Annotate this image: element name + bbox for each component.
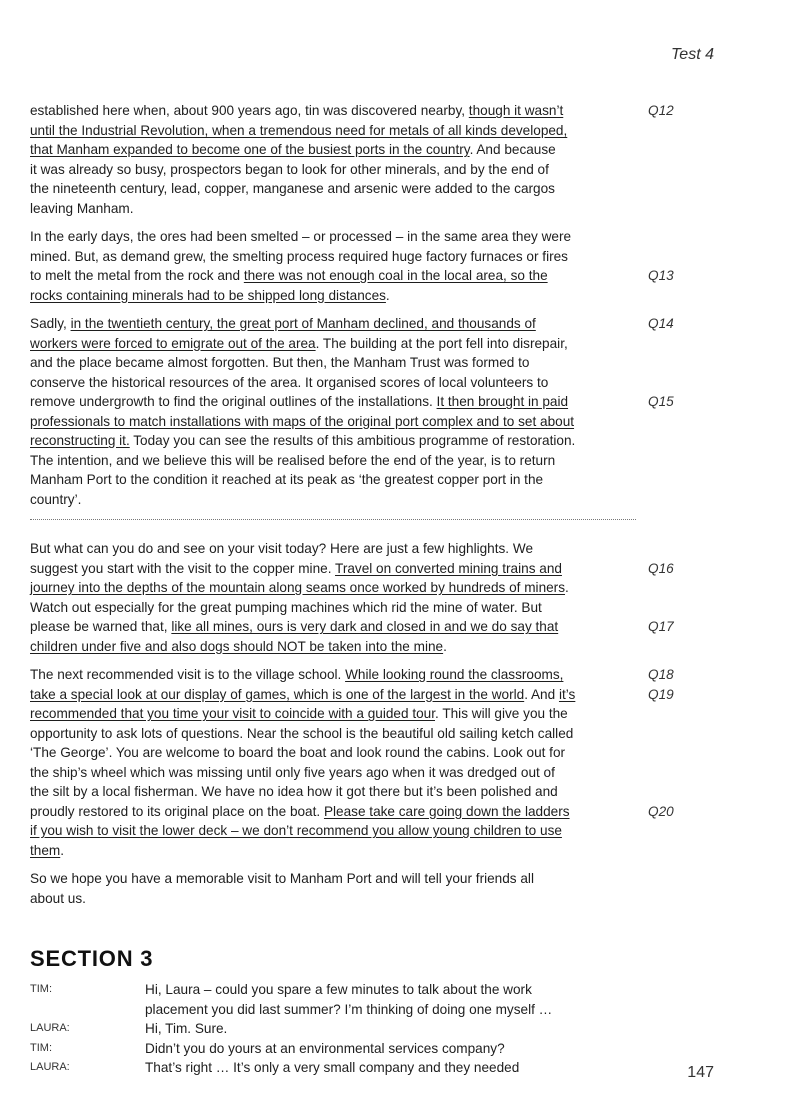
text-line: [30, 598, 720, 618]
underlined-answer-text: it’s: [558, 686, 576, 702]
dialogue-line: [30, 982, 720, 1002]
text-line: [30, 334, 720, 354]
question-number: Q20: [648, 803, 674, 819]
text-run: to melt the metal from the rock and: [30, 268, 244, 283]
speech-text: Hi, Tim. Sure.: [145, 1021, 228, 1036]
transcript-content: [30, 101, 720, 1080]
text-line: [30, 314, 720, 334]
text-run: .: [385, 287, 390, 303]
underlined-answer-text: recommended that you time your visit to coincide with a guided tour: [30, 706, 436, 721]
text-run: Sadly,: [30, 316, 71, 331]
underlined-answer-text: Please take care going down the ladders: [323, 803, 570, 819]
text-line: [30, 763, 720, 783]
text-run: country’.: [30, 491, 82, 507]
question-number: Q16: [648, 560, 674, 576]
text-line: [30, 782, 720, 802]
underlined-answer-text: It then brought in paid: [436, 394, 569, 409]
text-line: [30, 841, 720, 861]
text-line: [30, 802, 720, 822]
underlined-answer-text: While looking round the classrooms,: [345, 667, 564, 682]
text-line: [30, 199, 720, 219]
text-line: [30, 685, 720, 705]
test-label: Test 4: [671, 46, 714, 63]
text-line: [30, 392, 720, 412]
text-run: conserve the historical resources of the area. It organised scores of local volunteers to: [30, 374, 549, 390]
underlined-answer-text: workers were forced to emigrate out of the area: [30, 335, 316, 351]
text-line: [30, 266, 720, 286]
section-3-title: SECTION 3: [30, 946, 154, 971]
text-run: established here when, about 900 years ago, tin was discovered nearby,: [30, 103, 469, 118]
text-line: [30, 373, 720, 393]
text-line: [30, 578, 720, 598]
speech-text: Hi, Laura – could you spare a few minutes to talk about the work: [145, 982, 532, 997]
text-line: [30, 121, 720, 141]
text-line: [30, 286, 720, 306]
page-number: 147: [687, 1064, 714, 1081]
text-line: [30, 490, 720, 510]
question-number: Q12: [648, 103, 674, 118]
speech-text: Didn’t you do yours at an environmental services company?: [145, 1040, 505, 1056]
text-run: it was already so busy, prospectors began to look for other minerals, and by the end of: [30, 161, 549, 177]
text-run: . And because: [469, 142, 556, 157]
speaker-label: LAURA:: [30, 1061, 70, 1073]
speech-text: That’s right … It’s only a very small company and they needed: [145, 1060, 520, 1075]
text-run: proudly restored to its original place on the boat.: [30, 803, 324, 819]
underlined-answer-text: that Manham expanded to become one of the busiest ports in the country: [30, 142, 470, 157]
underlined-answer-text: though it wasn’t: [468, 103, 564, 118]
paragraph-gap: [30, 860, 720, 869]
text-line: [30, 451, 720, 471]
text-line: [30, 179, 720, 199]
speaker-label: TIM:: [30, 983, 52, 995]
text-line: [30, 637, 720, 657]
dialogue-line: [30, 1021, 720, 1041]
underlined-answer-text: if you wish to visit the lower deck – we don’t recommend you allow young children to use: [30, 823, 562, 838]
text-run: .: [565, 580, 569, 595]
underlined-answer-text: journey into the depths of the mountain along seams once worked by hundreds of miners: [30, 580, 566, 595]
text-run: . The building at the port fell into disrepair,: [315, 335, 568, 351]
paragraph: [30, 869, 720, 908]
text-line: [30, 160, 720, 180]
text-run: The intention, and we believe this will be realised before the end of the year, is to return: [30, 452, 556, 468]
text-run: opportunity to ask lots of questions. Near the school is the beautiful old sailing ketch called: [30, 725, 574, 741]
text-run: So we hope you have a memorable visit to Manham Port and will tell your friends all: [30, 871, 534, 886]
underlined-answer-text: like all mines, ours is very dark and closed in and we do say that: [171, 619, 559, 634]
text-run: .: [60, 842, 65, 858]
text-line: [30, 704, 720, 724]
text-line: [30, 431, 720, 451]
text-run: the nineteenth century, lead, copper, manganese and arsenic were added to the cargos: [30, 181, 555, 196]
text-line: [30, 743, 720, 763]
text-run: the silt by a local fisherman. We have no idea how it got there but it’s been polished and: [30, 784, 558, 799]
question-number: Q18: [648, 667, 674, 682]
dialogue-line: [30, 1002, 720, 1022]
text-run: remove undergrowth to find the original outlines of the installations.: [30, 394, 437, 409]
question-number: Q17: [648, 619, 674, 634]
paragraph-gap: [30, 656, 720, 665]
text-run: the ship’s wheel which was missing until only five years ago when it was dredged out of: [30, 764, 555, 780]
text-run: .: [443, 638, 447, 654]
paragraph: [30, 314, 720, 509]
text-run: ‘The George’. You are welcome to board the boat and look round the cabins. Look out for: [30, 745, 566, 760]
text-run: But what can you do and see on your visit today? Here are just a few highlights. We: [30, 541, 534, 556]
text-run: In the early days, the ores had been smelted – or processed – in the same area they were: [30, 229, 572, 244]
paragraph: [30, 227, 720, 305]
dialogue-line: [30, 1060, 720, 1080]
text-line: [30, 101, 720, 121]
question-number: Q14: [648, 316, 674, 331]
text-run: . And: [524, 686, 559, 702]
text-line: [30, 247, 720, 267]
text-run: Watch out especially for the great pumping machines which rid the mine of water. But: [30, 599, 542, 615]
question-number: Q15: [648, 394, 674, 409]
text-line: [30, 869, 720, 889]
text-run: Manham Port to the condition it reached at its peak as ‘the greatest copper port in the: [30, 472, 544, 487]
underlined-answer-text: in the twentieth century, the great port of Manham declined, and thousands of: [70, 316, 536, 331]
underlined-answer-text: children under five and also dogs should NOT be taken into the mine: [30, 638, 444, 654]
paragraph-gap: [30, 218, 720, 227]
text-line: [30, 665, 720, 685]
paragraph: [30, 101, 720, 218]
text-line: [30, 353, 720, 373]
underlined-answer-text: until the Industrial Revolution, when a tremendous need for metals of all kinds developed,: [30, 122, 568, 138]
text-line: [30, 470, 720, 490]
underlined-answer-text: reconstructing it.: [30, 433, 130, 448]
paragraph: [30, 539, 720, 656]
paragraph-gap: [30, 305, 720, 314]
text-line: [30, 889, 720, 909]
speaker-label: LAURA:: [30, 1022, 70, 1034]
paragraph: [30, 665, 720, 860]
question-number: Q19: [648, 686, 674, 702]
text-run: Today you can see the results of this ambitious programme of restoration.: [129, 433, 576, 448]
dialogue-line: [30, 1041, 720, 1061]
speech-text: placement you did last summer? I’m thinking of doing one myself …: [145, 1001, 553, 1017]
underlined-answer-text: take a special look at our display of games, which is one of the largest in the world: [30, 686, 525, 702]
underlined-answer-text: professionals to match installations with maps of the original port complex and to set about: [30, 413, 575, 429]
text-run: suggest you start with the visit to the copper mine.: [30, 560, 336, 576]
text-run: please be warned that,: [30, 619, 172, 634]
monologue-text: [30, 101, 720, 908]
dialogue: [30, 982, 720, 1080]
text-run: mined. But, as demand grew, the smelting process required huge factory furnaces or fires: [30, 248, 568, 264]
speaker-label: TIM:: [30, 1041, 52, 1054]
text-run: The next recommended visit is to the village school.: [30, 667, 346, 682]
underlined-answer-text: rocks containing minerals had to be shipped long distances: [30, 287, 386, 303]
text-line: [30, 227, 720, 247]
question-number: Q13: [648, 268, 674, 283]
text-run: leaving Manham.: [30, 200, 134, 216]
text-line: [30, 724, 720, 744]
text-line: [30, 821, 720, 841]
text-line: [30, 140, 720, 160]
underlined-answer-text: there was not enough coal in the local area, so the: [243, 268, 548, 283]
text-run: about us.: [30, 890, 86, 906]
text-line: [30, 559, 720, 579]
text-line: [30, 617, 720, 637]
text-run: . This will give you the: [435, 706, 568, 721]
underlined-answer-text: Travel on converted mining trains and: [335, 560, 562, 576]
text-line: [30, 539, 720, 559]
text-line: [30, 412, 720, 432]
underlined-answer-text: them: [30, 842, 61, 858]
text-run: and the place became almost forgotten. But then, the Manham Trust was formed to: [30, 355, 530, 370]
dotted-divider: [30, 519, 636, 520]
